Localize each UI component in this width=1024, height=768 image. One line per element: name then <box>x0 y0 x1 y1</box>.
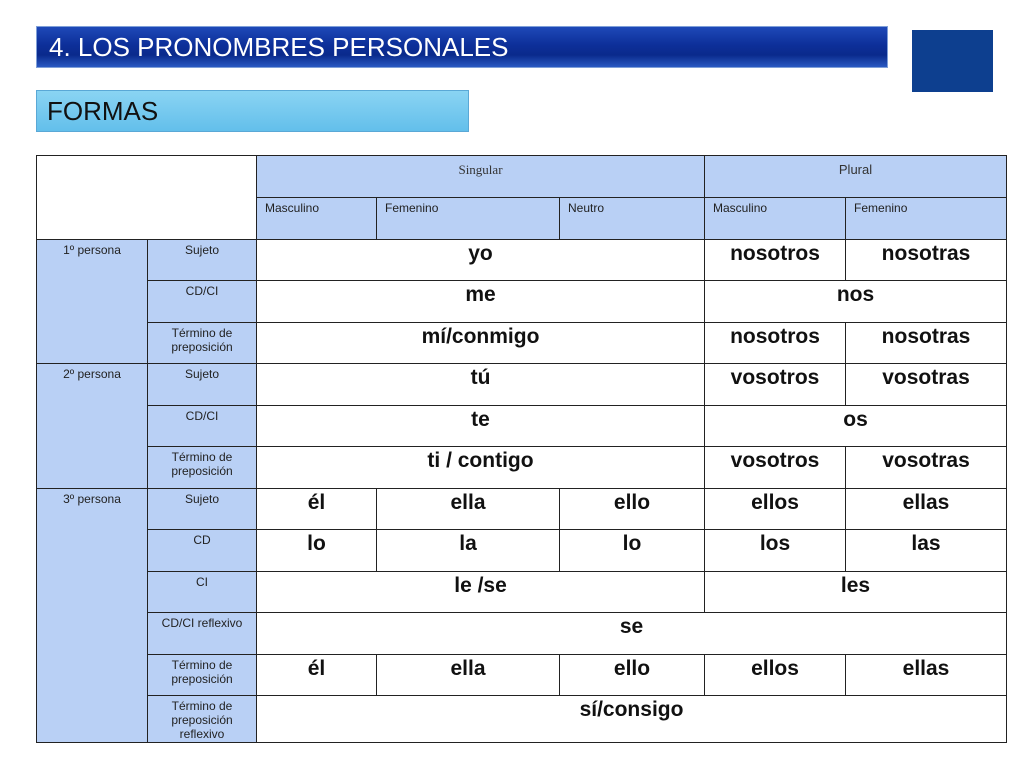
header-masculino-plural: Masculino <box>705 198 846 240</box>
pronoun-cell: ellos <box>705 489 846 530</box>
header-masculino-singular: Masculino <box>257 198 377 240</box>
function-label: Sujeto <box>148 364 257 406</box>
pronoun-cell: nosotros <box>705 323 846 364</box>
pronoun-cell: se <box>257 613 1007 655</box>
pronoun-cell: ellas <box>846 655 1007 696</box>
pronoun-cell: lo <box>560 530 705 572</box>
function-label: CD/CI <box>148 406 257 447</box>
pronoun-cell: nos <box>705 281 1007 323</box>
function-label: CD/CI reflexivo <box>148 613 257 655</box>
function-label: CI <box>148 572 257 613</box>
pronoun-cell: tú <box>257 364 705 406</box>
pronoun-cell: me <box>257 281 705 323</box>
header-singular: Singular <box>257 156 705 198</box>
pronoun-cell: ellas <box>846 489 1007 530</box>
pronoun-cell: mí/conmigo <box>257 323 705 364</box>
pronoun-cell: vosotras <box>846 364 1007 406</box>
pronoun-cell: nosotras <box>846 323 1007 364</box>
pronoun-cell: sí/consigo <box>257 696 1007 743</box>
pronoun-cell: él <box>257 489 377 530</box>
pronoun-cell: él <box>257 655 377 696</box>
person-2-label: 2º persona <box>37 364 148 489</box>
pronoun-cell: la <box>377 530 560 572</box>
header-femenino-plural: Femenino <box>846 198 1007 240</box>
pronoun-cell: ello <box>560 489 705 530</box>
pronoun-cell: ello <box>560 655 705 696</box>
function-label: Término de preposición reflexivo <box>148 696 257 743</box>
pronoun-cell: vosotras <box>846 447 1007 489</box>
pronoun-cell: te <box>257 406 705 447</box>
function-label: Término de preposición <box>148 655 257 696</box>
header-corner-cell <box>37 156 257 240</box>
person-3-label: 3º persona <box>37 489 148 743</box>
function-label: CD/CI <box>148 281 257 323</box>
pronoun-cell: nosotras <box>846 240 1007 281</box>
function-label: Término de preposición <box>148 447 257 489</box>
pronoun-cell: os <box>705 406 1007 447</box>
pronoun-cell: las <box>846 530 1007 572</box>
slide-title: 4. LOS PRONOMBRES PERSONALES <box>36 26 888 68</box>
decorative-square <box>912 30 993 92</box>
person-1-label: 1º persona <box>37 240 148 364</box>
pronoun-cell: ti / contigo <box>257 447 705 489</box>
function-label: Sujeto <box>148 240 257 281</box>
section-heading: FORMAS <box>36 90 469 132</box>
pronoun-cell: ellos <box>705 655 846 696</box>
pronoun-cell: le /se <box>257 572 705 613</box>
pronoun-cell: lo <box>257 530 377 572</box>
header-plural: Plural <box>705 156 1007 198</box>
pronoun-cell: ella <box>377 489 560 530</box>
header-femenino-singular: Femenino <box>377 198 560 240</box>
pronoun-cell: vosotros <box>705 364 846 406</box>
pronoun-cell: los <box>705 530 846 572</box>
pronoun-cell: ella <box>377 655 560 696</box>
header-neutro: Neutro <box>560 198 705 240</box>
pronoun-cell: vosotros <box>705 447 846 489</box>
pronouns-table <box>36 155 1007 743</box>
pronoun-cell: yo <box>257 240 705 281</box>
function-label: Sujeto <box>148 489 257 530</box>
function-label: CD <box>148 530 257 572</box>
pronoun-cell: les <box>705 572 1007 613</box>
pronoun-cell: nosotros <box>705 240 846 281</box>
function-label: Término de preposición <box>148 323 257 364</box>
